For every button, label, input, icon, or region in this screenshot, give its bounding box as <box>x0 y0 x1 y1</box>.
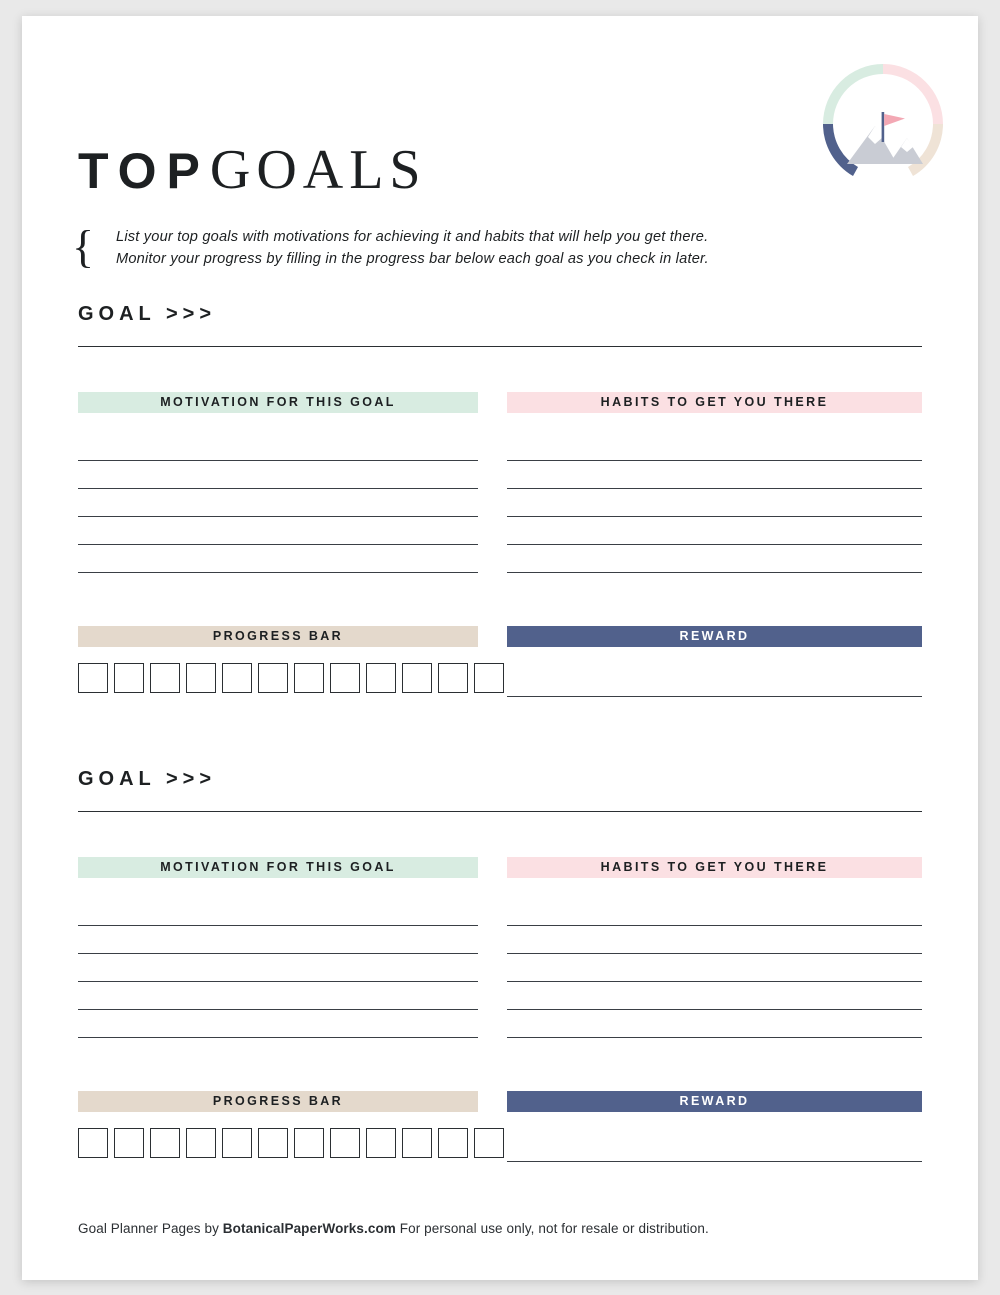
planner-page <box>22 16 978 1280</box>
habits-line[interactable] <box>507 517 922 545</box>
progress-checkbox[interactable] <box>222 663 252 693</box>
progress-checkbox[interactable] <box>366 663 396 693</box>
habits-line[interactable] <box>507 954 922 982</box>
habits-line[interactable] <box>507 433 922 461</box>
footer-prefix: Goal Planner Pages by <box>78 1221 223 1236</box>
motivation-line[interactable] <box>78 545 478 573</box>
progress-checkbox[interactable] <box>366 1128 396 1158</box>
goal-block-1 <box>22 303 978 733</box>
reward-input-line-1[interactable] <box>507 696 922 697</box>
habits-lines-1 <box>507 433 922 573</box>
habits-line[interactable] <box>507 461 922 489</box>
page-title <box>78 138 427 202</box>
reward-header-1: REWARD <box>507 626 922 647</box>
progress-checkbox[interactable] <box>186 1128 216 1158</box>
reward-input-line-2[interactable] <box>507 1161 922 1162</box>
footer-suffix: For personal use only, not for resale or distribution. <box>395 1221 709 1236</box>
habits-line[interactable] <box>507 545 922 573</box>
progress-checkbox[interactable] <box>258 1128 288 1158</box>
progress-checkbox[interactable] <box>114 663 144 693</box>
intro-line-1: List your top goals with motivations for achieving it and habits that will help you get there. <box>116 229 709 245</box>
habits-line[interactable] <box>507 1010 922 1038</box>
progress-checkbox[interactable] <box>330 663 360 693</box>
habits-header-1: HABITS TO GET YOU THERE <box>507 392 922 413</box>
progress-checkbox[interactable] <box>474 1128 504 1158</box>
progress-checkbox[interactable] <box>78 663 108 693</box>
motivation-line[interactable] <box>78 433 478 461</box>
motivation-header-1: MOTIVATION FOR THIS GOAL <box>78 392 478 413</box>
motivation-line[interactable] <box>78 489 478 517</box>
progress-checkbox[interactable] <box>294 663 324 693</box>
progress-checkbox[interactable] <box>258 663 288 693</box>
habits-line[interactable] <box>507 982 922 1010</box>
footer-brand-link[interactable]: BotanicalPaperWorks.com <box>222 1221 396 1236</box>
progress-checkboxes-2 <box>78 1128 504 1158</box>
motivation-line[interactable] <box>78 461 478 489</box>
motivation-line[interactable] <box>78 1010 478 1038</box>
intro-text <box>116 226 906 270</box>
progress-checkbox[interactable] <box>402 1128 432 1158</box>
progress-checkbox[interactable] <box>222 1128 252 1158</box>
progress-header-1: PROGRESS BAR <box>78 626 478 647</box>
motivation-line[interactable] <box>78 982 478 1010</box>
intro-line-2: Monitor your progress by filling in the progress bar below each goal as you check in later. <box>116 251 709 267</box>
habits-lines-2 <box>507 898 922 1038</box>
page-title-serif: GOALS <box>209 139 427 201</box>
progress-checkbox[interactable] <box>330 1128 360 1158</box>
motivation-header-2: MOTIVATION FOR THIS GOAL <box>78 857 478 878</box>
progress-checkbox[interactable] <box>402 663 432 693</box>
goal-input-line-1[interactable] <box>78 346 922 347</box>
page-title-bold: TOP <box>78 143 210 199</box>
progress-checkbox[interactable] <box>150 663 180 693</box>
progress-checkbox[interactable] <box>78 1128 108 1158</box>
footer-credit <box>78 1221 709 1236</box>
motivation-lines-2 <box>78 898 478 1038</box>
motivation-line[interactable] <box>78 517 478 545</box>
progress-checkbox[interactable] <box>438 1128 468 1158</box>
progress-header-2: PROGRESS BAR <box>78 1091 478 1112</box>
mountain-flag-circle-logo <box>819 60 947 188</box>
brace-glyph: { <box>72 221 95 272</box>
habits-line[interactable] <box>507 489 922 517</box>
goal-input-line-2[interactable] <box>78 811 922 812</box>
progress-checkbox[interactable] <box>474 663 504 693</box>
habits-line[interactable] <box>507 926 922 954</box>
motivation-line[interactable] <box>78 926 478 954</box>
habits-header-2: HABITS TO GET YOU THERE <box>507 857 922 878</box>
habits-line[interactable] <box>507 898 922 926</box>
progress-checkbox[interactable] <box>294 1128 324 1158</box>
goal-block-2 <box>22 768 978 1198</box>
reward-header-2: REWARD <box>507 1091 922 1112</box>
progress-checkbox[interactable] <box>150 1128 180 1158</box>
goal-heading-1: GOAL >>> <box>78 303 217 325</box>
progress-checkbox[interactable] <box>186 663 216 693</box>
progress-checkbox[interactable] <box>438 663 468 693</box>
progress-checkbox[interactable] <box>114 1128 144 1158</box>
motivation-lines-1 <box>78 433 478 573</box>
motivation-line[interactable] <box>78 954 478 982</box>
motivation-line[interactable] <box>78 898 478 926</box>
goal-heading-2: GOAL >>> <box>78 768 217 790</box>
progress-checkboxes-1 <box>78 663 504 693</box>
